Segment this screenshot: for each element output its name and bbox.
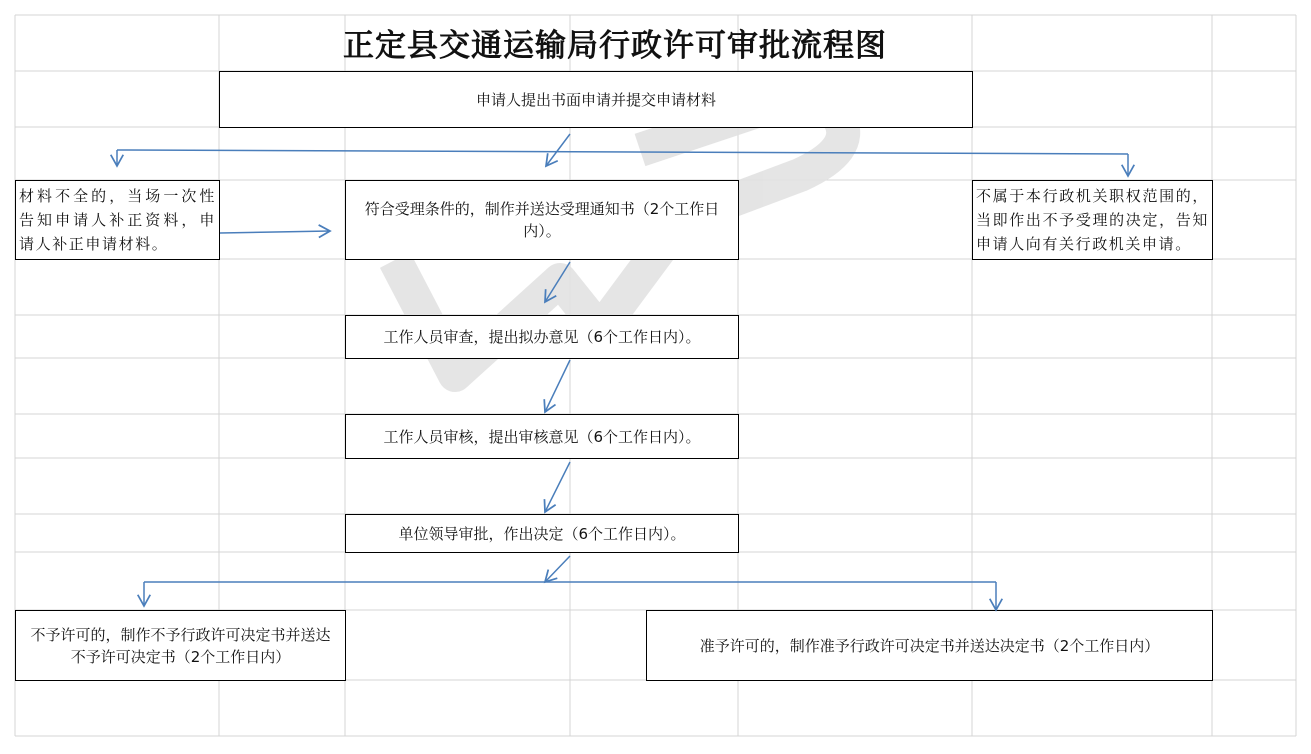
review-box	[345, 315, 739, 359]
audit-label: 工作人员审核，提出审核意见（6个工作日内）。	[383, 427, 701, 446]
approve-permit-box	[646, 610, 1213, 681]
incomplete-materials-box	[15, 180, 220, 260]
deny-permit-box	[15, 610, 346, 681]
accept-label: 符合受理条件的，制作并送达受理通知书（2个工作日内）。	[364, 200, 720, 240]
apply-label: 申请人提出书面申请并提交申请材料	[475, 90, 716, 109]
deny-permit-label: 不予许可的，制作不予行政许可决定书并送达不予许可决定书（2个工作日内）	[30, 625, 331, 666]
out-of-scope-label: 不属于本行政机关职权范围的，当即作出不予受理的决定，告知申请人向有关行政机关申请。	[976, 187, 1209, 253]
accept-box	[345, 180, 739, 260]
leader-approval-box	[345, 514, 739, 553]
out-of-scope-box	[972, 180, 1213, 260]
incomplete-materials-label: 材料不全的，当场一次性告知申请人补正资料，申请人补正申请材料。	[19, 187, 216, 253]
page-title: 正定县交通运输局行政许可审批流程图	[343, 28, 887, 64]
approve-permit-label: 准予许可的，制作准予行政许可决定书并送达决定书（2个工作日内）	[699, 636, 1160, 655]
audit-box	[345, 414, 739, 459]
review-label: 工作人员审查，提出拟办意见（6个工作日内）。	[383, 328, 701, 346]
apply-box	[219, 71, 973, 128]
leader-approval-label: 单位领导审批，作出决定（6个工作日内）。	[398, 524, 686, 543]
